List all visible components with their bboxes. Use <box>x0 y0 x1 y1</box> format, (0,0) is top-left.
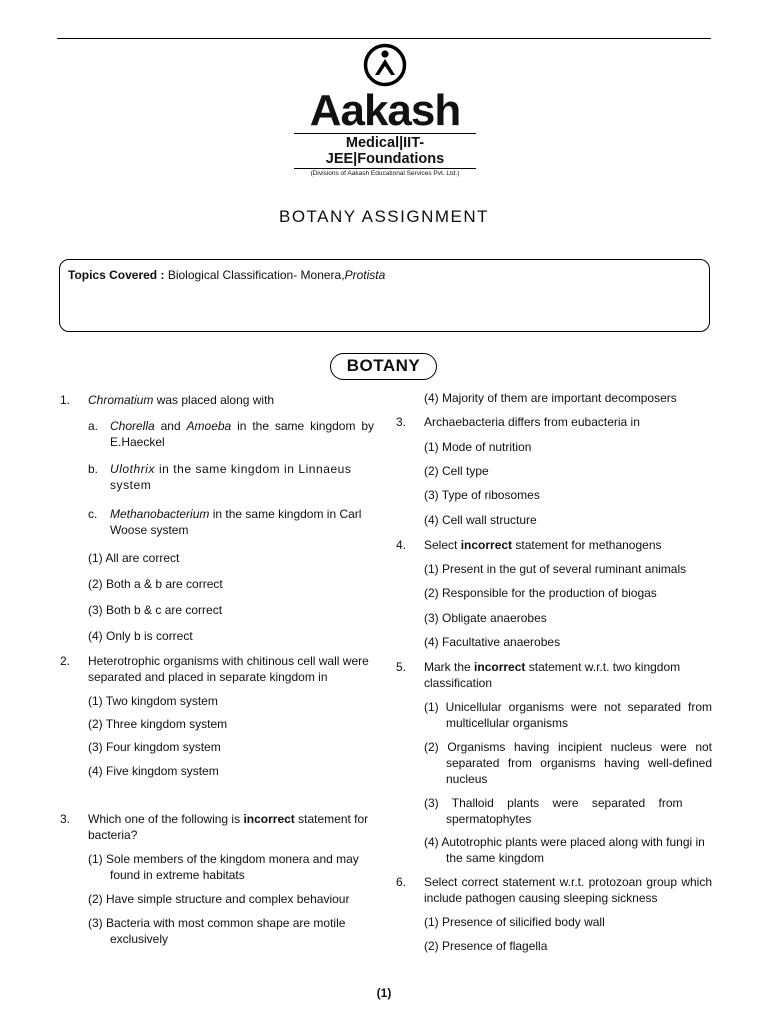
option-item: (3) Obligate anaerobes <box>424 611 547 625</box>
option-item: (4) Five kingdom system <box>88 764 219 778</box>
option-item: (4) Only b is correct <box>88 629 193 643</box>
option-item: (1) Unicellular organisms were not separated from multicellular organisms <box>424 700 712 730</box>
question-number: 3. <box>396 415 407 429</box>
page-title: BOTANY ASSIGNMENT <box>278 207 490 226</box>
option-item: (3) Type of ribosomes <box>424 488 540 502</box>
question-text: Select correct statement w.r.t. protozoan group which include pathogen causing sleeping sickness <box>424 875 712 905</box>
option-item: (2) Have simple structure and complex behaviour <box>88 892 350 906</box>
option-item: (1) Present in the gut of several ruminant animals <box>424 562 687 576</box>
option-item: (4) Facultative anaerobes <box>424 635 561 649</box>
topics-italic: Protista <box>344 268 386 282</box>
aakash-emblem-icon <box>363 42 407 88</box>
question-text: statement for methanogens <box>515 538 662 552</box>
question-text: statement w.r.t. two kingdom classification <box>424 660 681 690</box>
question-bold: incorrect <box>460 538 513 552</box>
option-item: (2) Responsible for the production of biogas <box>424 586 657 600</box>
option-item: (1) Sole members of the kingdom monera and may found in extreme habitats <box>88 852 359 882</box>
statement-label: c. <box>88 507 98 521</box>
option-item: (2) Presence of flagella <box>424 939 548 953</box>
question-text: Which one of the following is <box>88 812 241 826</box>
brand-note: (Divisions of Aakash Educational Services Pvt. Ltd.) <box>310 170 460 177</box>
question-number: 5. <box>396 660 407 674</box>
option-item: (3) Four kingdom system <box>88 740 221 754</box>
option-item: (3) Bacteria with most common shape are motile exclusively <box>88 916 346 946</box>
option-item: (2) Cell type <box>424 464 489 478</box>
question-bold: incorrect <box>474 660 526 674</box>
topics-label: Topics Covered : <box>68 268 165 282</box>
option-item: (1) Presence of silicified body wall <box>424 915 605 929</box>
option-item: (1) All are correct <box>88 551 180 565</box>
option-item: (1) Two kingdom system <box>88 694 218 708</box>
option-item: (4) Autotrophic plants were placed along with fungi in the same kingdom <box>424 835 705 865</box>
statement-italic: Amoeba <box>186 419 232 433</box>
option-item: (4) Majority of them are important decomposers <box>424 391 677 405</box>
statement-text: and <box>160 419 181 433</box>
statement-label: b. <box>88 462 99 476</box>
option-item: (2) Three kingdom system <box>88 717 228 731</box>
statement-italic: Methanobacterium <box>110 507 210 521</box>
page-number: (1) <box>376 986 392 1000</box>
section-badge: BOTANY <box>330 353 437 380</box>
q1-italic: Chromatium <box>88 393 154 407</box>
option-item: (2) Organisms having incipient nucleus were not separated from organisms having well-defined nucleus <box>424 740 712 786</box>
topics-text: Biological Classification- Monera, <box>167 268 345 282</box>
statement-text: in the same kingdom in Carl Woose system <box>110 507 362 537</box>
option-item: (3) Both b & c are correct <box>88 603 223 617</box>
option-item: (2) Both a & b are correct <box>88 577 223 591</box>
q1-text: was placed along with <box>156 393 275 407</box>
question-bold: incorrect <box>243 812 295 826</box>
question-number: 4. <box>396 538 407 552</box>
topics-box <box>59 259 710 332</box>
brand-subtitle: Medical|IIT-JEE|Foundations <box>294 133 476 169</box>
statement-text: in the same kingdom by E.Haeckel <box>110 419 375 449</box>
question-text: Archaebacteria differs from eubacteria in <box>424 415 640 429</box>
aakash-logo <box>290 40 480 178</box>
question-number: 3. <box>60 812 71 826</box>
question-text: Mark the <box>424 660 471 674</box>
option-item: (1) Mode of nutrition <box>424 440 532 454</box>
statement-italic: Chorella <box>110 419 155 433</box>
brand-name: Aakash <box>309 86 461 135</box>
question-number: 1. <box>60 393 71 407</box>
question-text: Select <box>424 538 458 552</box>
top-rule <box>57 38 711 39</box>
option-item: (3) Thalloid plants were separated from spermatophytes <box>424 796 683 826</box>
option-item: (4) Cell wall structure <box>424 513 537 527</box>
question-number: 2. <box>60 654 71 668</box>
statement-italic: Ulothrix <box>110 462 156 476</box>
statement-label: a. <box>88 419 99 433</box>
question-text: Heterotrophic organisms with chitinous cell wall were separated and placed in separate kingdom in <box>88 654 369 684</box>
question-text: statement for bacteria? <box>88 812 369 842</box>
statement-text: in the same kingdom in Linnaeus system <box>110 462 352 492</box>
question-number: 6. <box>396 875 407 889</box>
